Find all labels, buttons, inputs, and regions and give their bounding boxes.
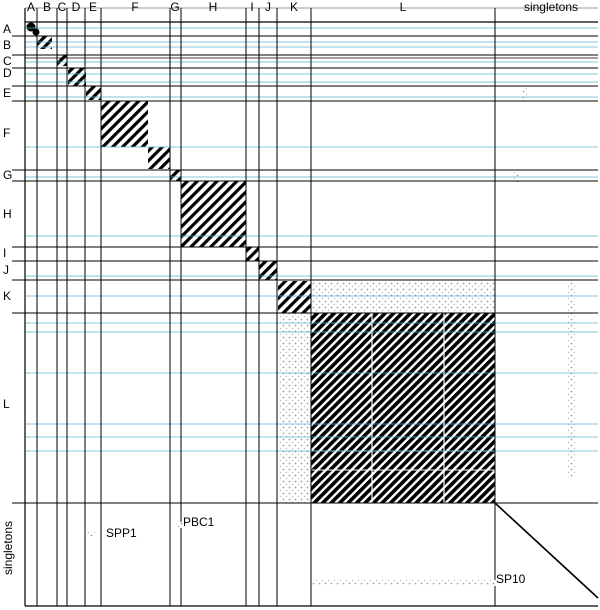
sparse-dots xyxy=(568,282,575,478)
row-label-c: C xyxy=(3,54,12,68)
row-label-g: G xyxy=(3,168,13,182)
row-label-d: D xyxy=(3,66,12,80)
annotation-spp1: SPP1 xyxy=(106,526,137,540)
annotation-point xyxy=(87,530,95,536)
column-label-k: K xyxy=(289,0,299,14)
column-label-d: D xyxy=(71,0,81,14)
diagonal-block xyxy=(86,86,101,100)
sparse-dots xyxy=(311,282,494,312)
diagonal-block xyxy=(259,261,277,280)
row-label-e: E xyxy=(3,86,12,100)
column-label-e: E xyxy=(88,0,98,14)
column-label-j: J xyxy=(265,0,271,14)
column-label-b: B xyxy=(42,0,52,14)
annotation-sp10: SP10 xyxy=(496,572,526,586)
column-label-c: C xyxy=(57,0,67,14)
row-label-l: L xyxy=(3,397,10,411)
sparse-dots xyxy=(311,579,495,585)
column-label-g: G xyxy=(170,0,180,14)
column-label-f: F xyxy=(131,0,139,14)
row-label-i: I xyxy=(3,246,7,260)
diagonal-block xyxy=(311,313,495,503)
row-label-singletons: singletons xyxy=(1,520,15,576)
point-annotations xyxy=(87,515,526,586)
column-label-a: A xyxy=(26,0,36,14)
row-label-a: A xyxy=(3,22,12,36)
diagonal-block xyxy=(246,247,259,261)
row-label-h: H xyxy=(3,207,12,221)
annotation-point xyxy=(488,580,496,586)
column-label-singletons: singletons xyxy=(523,0,579,14)
column-label-i: I xyxy=(250,0,254,14)
diagonal-block xyxy=(148,147,170,169)
diagonal-block xyxy=(278,281,311,313)
diagonal-block xyxy=(57,55,67,66)
diagonal-block xyxy=(68,68,86,86)
sparse-dots xyxy=(522,88,527,100)
column-label-h: H xyxy=(208,0,218,14)
row-label-j: J xyxy=(3,263,9,277)
diagonal-block xyxy=(170,170,181,181)
diagonal-block xyxy=(101,101,148,147)
row-label-b: B xyxy=(3,38,12,52)
sparse-dots xyxy=(283,315,309,503)
column-label-l: L xyxy=(399,0,407,14)
row-label-f: F xyxy=(3,126,11,140)
corner-dot xyxy=(33,29,40,36)
annotation-pbc1: PBC1 xyxy=(183,515,215,529)
row-label-k: K xyxy=(3,289,12,303)
diagonal-block xyxy=(181,181,246,247)
